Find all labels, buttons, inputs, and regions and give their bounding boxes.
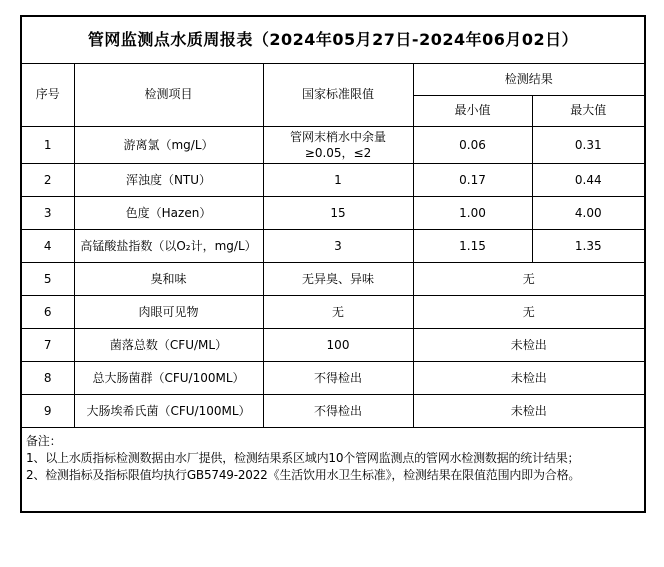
table-row <box>21 361 645 394</box>
cell-seq: 7 <box>21 328 74 361</box>
cell-standard: 不得检出 <box>263 361 413 394</box>
table-row <box>21 229 645 262</box>
col-header-standard: 国家标准限值 <box>263 63 413 126</box>
cell-max: 4.00 <box>532 196 645 229</box>
cell-item: 游离氯（mg/L） <box>74 126 263 163</box>
cell-result: 无 <box>413 262 645 295</box>
water-quality-table <box>20 15 646 513</box>
table-row <box>21 163 645 196</box>
cell-standard: 100 <box>263 328 413 361</box>
cell-standard: 管网末梢水中余量≥0.05，≤2 <box>263 126 413 163</box>
col-header-seq: 序号 <box>21 63 74 126</box>
cell-max: 0.31 <box>532 126 645 163</box>
cell-max: 1.35 <box>532 229 645 262</box>
notes-line2: 2、检测指标及指标限值均执行GB5749-2022《生活饮用水卫生标准》，检测结果在限值范围内即为合格。 <box>26 467 581 482</box>
col-header-item: 检测项目 <box>74 63 263 126</box>
header-row-top <box>21 63 645 95</box>
cell-standard: 1 <box>263 163 413 196</box>
table-row <box>21 262 645 295</box>
notes-label: 备注： <box>26 433 62 448</box>
cell-min: 0.17 <box>413 163 532 196</box>
cell-item: 臭和味 <box>74 262 263 295</box>
table-row <box>21 394 645 427</box>
table-row <box>21 126 645 163</box>
cell-item: 肉眼可见物 <box>74 295 263 328</box>
cell-item: 菌落总数（CFU/ML） <box>74 328 263 361</box>
cell-standard: 无 <box>263 295 413 328</box>
cell-item: 总大肠菌群（CFU/100ML） <box>74 361 263 394</box>
cell-item: 大肠埃希氏菌（CFU/100ML） <box>74 394 263 427</box>
cell-result: 未检出 <box>413 361 645 394</box>
cell-min: 0.06 <box>413 126 532 163</box>
cell-min: 1.00 <box>413 196 532 229</box>
cell-seq: 4 <box>21 229 74 262</box>
table-row <box>21 295 645 328</box>
col-header-min: 最小值 <box>413 95 532 126</box>
cell-seq: 8 <box>21 361 74 394</box>
cell-max: 0.44 <box>532 163 645 196</box>
cell-result: 未检出 <box>413 328 645 361</box>
cell-seq: 3 <box>21 196 74 229</box>
col-header-result: 检测结果 <box>413 63 645 95</box>
cell-item: 高锰酸盐指数（以O₂计，mg/L） <box>74 229 263 262</box>
cell-seq: 2 <box>21 163 74 196</box>
notes-line1: 1、以上水质指标检测数据由水厂提供，检测结果系区域内10个管网监测点的管网水检测数据的统计结果； <box>26 450 580 465</box>
table-row <box>21 196 645 229</box>
col-header-max: 最大值 <box>532 95 645 126</box>
cell-standard: 15 <box>263 196 413 229</box>
cell-standard: 3 <box>263 229 413 262</box>
cell-seq: 1 <box>21 126 74 163</box>
cell-min: 1.15 <box>413 229 532 262</box>
cell-item: 色度（Hazen） <box>74 196 263 229</box>
cell-seq: 5 <box>21 262 74 295</box>
cell-seq: 9 <box>21 394 74 427</box>
cell-standard: 不得检出 <box>263 394 413 427</box>
cell-seq: 6 <box>21 295 74 328</box>
cell-result: 未检出 <box>413 394 645 427</box>
cell-standard: 无异臭、异味 <box>263 262 413 295</box>
cell-item: 浑浊度（NTU） <box>74 163 263 196</box>
notes-row <box>21 427 645 512</box>
table-row <box>21 328 645 361</box>
cell-result: 无 <box>413 295 645 328</box>
report-title: 管网监测点水质周报表（2024年05月27日-2024年06月02日） <box>21 16 645 63</box>
title-row <box>21 16 645 63</box>
notes-cell <box>21 427 645 512</box>
